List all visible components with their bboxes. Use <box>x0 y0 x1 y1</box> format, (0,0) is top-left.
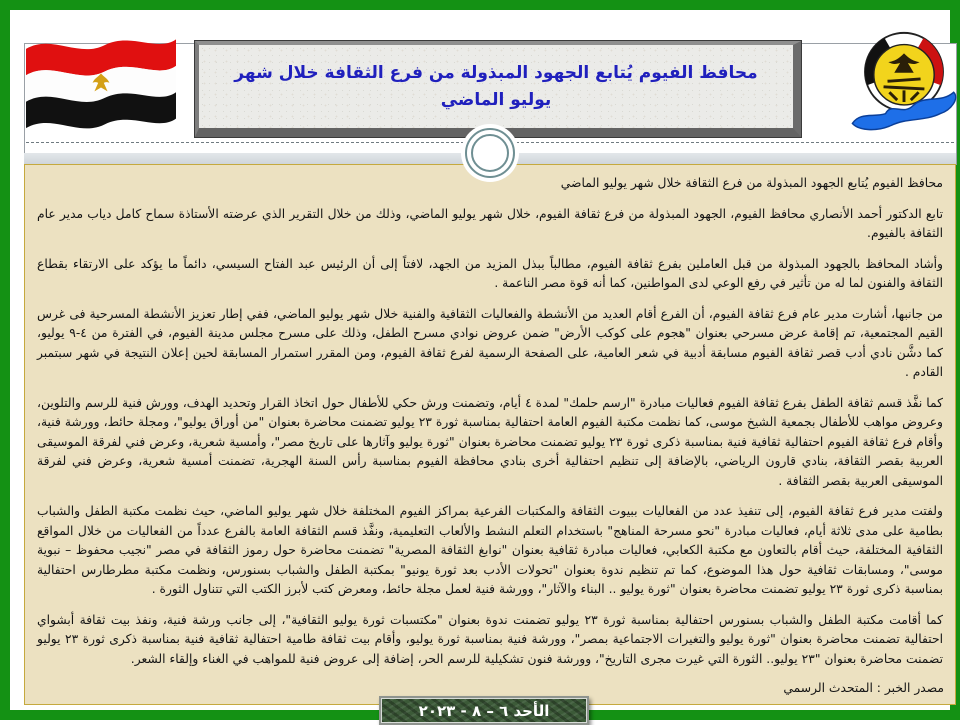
news-source-line: مصدر الخبر : المتحدث الرسمي <box>783 681 944 695</box>
egypt-flag-icon <box>26 30 176 130</box>
fayoum-governorate-emblem-icon <box>848 28 960 140</box>
date-badge: الأحد ٦ – ٨ - ٢٠٢٣ <box>379 696 589 725</box>
page-title: محافظ الفيوم يُتابع الجهود المبذولة من فرع الثقافة خلال شهر يوليو الماضي <box>234 63 758 110</box>
title-box <box>195 41 801 137</box>
article-paragraph: كما أقامت مكتبة الطفل والشباب بسنورس احتفالية بمناسبة ثورة ٢٣ يوليو تضمنت ندوة بعنوان "مكتسبات ثورة يوليو الثقافية"، إلى جانب ورشة فنية، ونفذ بيت ثقافة أبشواي احتفالية تضمنت محاضرة بعنوان "ثورة يوليو والتغيرات الاجتماعية بمصر"، وورشة فنية بمناسبة ثورة يوليو، وأقام بيت ثقافة طامية احتفالية ثقافية فنية بمناسبة ذكرى ثورة ٢٣ يوليو تضمنت محاضرة بعنوان "٢٣ يوليو.. الثورة التي غيرت مجرى التاريخ"، وورشة فنون تشكيلية للرسم الحر، إضافة إلى عروض فنية للمواهب في الغناء وإلقاء الشعر. <box>37 612 944 666</box>
article-paragraph: وأشاد المحافظ بالجهود المبذولة من قبل العاملين بفرع ثقافة الفيوم، مطالباً ببذل المزيد من الجهد، لافتاً إلى أن الرئيس عبد الفتاح السيسي، دائماً ما يؤكد على الارتقاء بقطاع الثقافة والفنون لما له من تأثير في رفع الوعي لدى المواطنين، كما أنه قوة مصر الناعمة . <box>37 256 943 290</box>
article-paragraph: كما نفَّذ قسم ثقافة الطفل بفرع ثقافة الفيوم فعاليات مبادرة "ارسم حلمك" لمدة ٤ أيام، وتضمنت ورش حكي للأطفال حول اتخاذ القرار وتحديد الهدف، وورش فنية للرسم والتلوين، وعروض مواهب للأطفال بجمعية الشيخ موسى، كما نظمت مكتبة الفيوم العامة احتفالية بمناسبة ثورة ٢٣ يوليو تضمنت محاضرة بعنوان "من أوراق يوليو"، ومجلة حائط، وورشة فنية، وأقام فرع ثقافة الفيوم احتفالية ثقافية فنية بمناسبة ذكرى ثورة ٢٣ يوليو تضمنت محاضرة بعنوان "ثورة يوليو وآثارها على تاريخ مصر"، وأمسية شعرية، وعرض فني لفرقة الموسيقى العربية بقصر الثقافة، بنادي قارون الرياضي، بالإضافة إلى تنظيم احتفالية أخرى بنادي محافظة الفيوم بمناسبة رأس السنة الهجرية، تضمنت أمسية شعرية، وعرض فني لفرقة الموسيقى العربية بقصر الثقافة . <box>37 395 944 488</box>
inner-ring <box>471 134 509 172</box>
article-paragraph: تابع الدكتور أحمد الأنصاري محافظ الفيوم، الجهود المبذولة من فرع ثقافة الفيوم، خلال شهر يوليو الماضي، وذلك من خلال التقرير الذي عرضته الأستاذة سماح كامل دياب مدير عام الثقافة بالفيوم. <box>37 206 943 240</box>
article-body <box>24 164 956 705</box>
article-paragraph: من جانبها، أشارت مدير عام فرع ثقافة الفيوم، أن الفرع أقام العديد من الأنشطة والفعاليات الثقافية والفنية خلال شهر يوليو الماضي، ففي إطار تعزيز الأنشطة المسرحية فى غرس القيم المجتمعية، تم إقامة عرض مسرحي بعنوان "هجوم على كوكب الأرض" ضمن عروض نوادي مسرح الطفل، وذلك على مسرح مجلس مدينة الفيوم، في الفترة من ٤-٩ يوليو، كما دشَّن نادي أدب قصر ثقافة الفيوم مسابقة أدبية في شعر العامية، على الصفحة الرسمية لفرع ثقافة الفيوم، ومن المقرر استمرار المسابقة لحين إعلان النتيجة في شهر سبتمبر القادم . <box>37 306 943 379</box>
article-paragraph: ولفتت مدير فرع ثقافة الفيوم، إلى تنفيذ عدد من الفعاليات ببيوت الثقافة والمكتبات الفرعية بمراكز الفيوم المختلفة خلال شهر يوليو الماضي، حيث نظمت مكتبة الطفل والشباب بطامية على مدى ثلاثة أيام، فعاليات مبادرة "نحو مسرحة المناهج" باستخدام التعلم النشط والألعاب التعليمية، ونفَّذ قسم الثقافة العامة بالفرع عدداً من الفعاليات من خلال المواقع الثقافية المختلفة، حيث أقام بالتعاون مع مكتبة الكعابي، فعاليات مبادرة ثقافية بعنوان "نوابغ الثقافة المصرية" تضمنت محاضرة حول رموز الثقافة في مصر "نجيب محفوظ – نبوية موسى"، ومسابقات ثقافية حول هذا الموضوع، كما تم تنظيم ندوة بعنوان "تحولات الأدب بعد ثورة يونيو" بمكتبة الطفل والشباب بسنورس، ونظمت مكتبة مطرطارس احتفالية بمناسبة ذكرى ثورة ٢٣ يوليو تضمنت محاضرة بعنوان "ثورة يوليو .. البناء والآثار"، وورشة فنية لعمل مجلة حائط، ومعرض كتب لأبرز الكتب التي تتناول الثورة . <box>37 504 943 596</box>
double-circle-ornament-icon <box>465 128 515 178</box>
article-paragraph: محافظ الفيوم يُتابع الجهود المبذولة من فرع الثقافة خلال شهر يوليو الماضي <box>560 176 943 190</box>
